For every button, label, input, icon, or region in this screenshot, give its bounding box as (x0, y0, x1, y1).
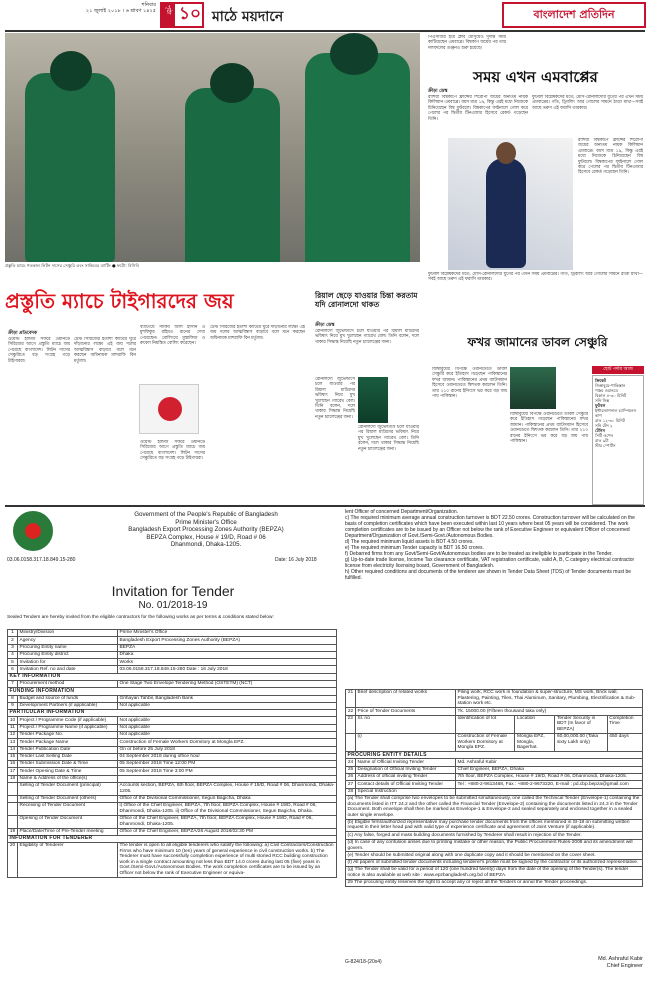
tv-schedule-list (592, 375, 644, 505)
signer-title: Chief Engineer (606, 962, 643, 969)
table-cell (8, 815, 18, 828)
table-cell: Project / Programme Code (if applicable) (18, 717, 118, 724)
table-cell: 6 (8, 666, 18, 673)
table-section-heading: PARTICULAR INFORMATION (8, 710, 337, 717)
issuer-block (71, 511, 341, 549)
table-cell: Tk. 15000.00 (Fifteen thousand taka only) (456, 708, 643, 715)
table-cell: 15 (8, 753, 18, 760)
mbappe-top-text: পিএসজির হয়ে ক্লাব মৌসুমেও দুর্দান্ত সময় কাটিয়েছেন এমবাপ্পে। বিশ্বকাপ জয়ের পর তার দলবদলের গুঞ্জনও শুরু হয়েছে। (428, 35, 506, 51)
table-cell (118, 775, 337, 782)
ad-code: G-824/18-(20x4) (345, 959, 382, 965)
issuer-line: Dhanmondi, Dhaka-1205. (170, 541, 242, 549)
table-section-row (8, 710, 337, 717)
table-cell: Name & Address of the office(s) (18, 775, 118, 782)
table-cell: (d) In case of any confusion arises due to printing mistake or other reason, the Public Procurement Rules-2008 and its amendment will govern. (346, 839, 643, 852)
table-cell: 05 September 2018 Time 3:00 PM (118, 768, 337, 775)
table-cell: 28 (346, 788, 356, 795)
table-cell: Bangladesh Export Processing Zones Authority (BEPZA) (118, 637, 337, 644)
table-row (8, 644, 337, 651)
bcb-logo (139, 384, 199, 434)
table-cell: 450 days (607, 733, 642, 751)
table-cell: 5 (8, 659, 18, 666)
table-cell: Agency (18, 637, 118, 644)
newspaper-logo: বাংলাদেশ প্রতিদিন (502, 2, 646, 28)
main-photo (5, 33, 420, 262)
table-cell: (c) Any false, forged and mass building documents furnished by Tenderer shall result in rejection of the Tender. (346, 832, 643, 839)
issuer-line: Prime Minister's Office (175, 518, 237, 526)
player-figure-left (25, 73, 115, 262)
table-cell: Invitation for (18, 659, 118, 666)
eligibility-line: lent Officer of concerned Department/Organization. (345, 509, 459, 515)
table-cell: i) Office of the Chief Engineer, BEPZA, 7th floor, BEPZA Complex, House # 19/D, Road # 06, Dhanmondi, Dhaka-1205. ii) Office of the Divisional Commissioner, Segun Bagicha, Dhaka. (118, 802, 337, 815)
table-cell: 18 (8, 775, 18, 782)
table-cell: (a) The Tender shall comprise two envelopes to be submitted simultaneously, one called the Technical Tender (Envelope-1) containing the documents listed in ITT 24.2 and the other called the Financial Tender (Envelope-2) containing the documents listed in 24.3 in the Tender Document. Both envelope shall then be marked as Envelope-1 & Envelope-2 and sealed separately and enclosed together in a sealed outer single envelope. (346, 795, 643, 819)
table-cell: 29 The procuring entity reserves the right to accept any or reject all the Tenders or annul the Tender proceedings. (346, 879, 643, 886)
table-cell: One Stage Two Envelope Tendering Method (OSTETM) (NCT) (118, 680, 337, 687)
table-row (8, 815, 337, 828)
table-cell: Eligibility of Tenderer (18, 843, 118, 878)
table-cell: 16 (8, 761, 18, 768)
tigers-body-1: ওয়েস্ট ইন্ডিজ সফরে ওয়ানডে সিরিজের আগে প্রস্তুতি ম্যাচে জয় পেয়েছে বাংলাদেশ। লিটন দাসের সেঞ্চুরিতে বড় সংগ্রহ গড়ে টাইগাররা। (8, 337, 70, 364)
tv-schedule-title: ছোট পর্দায় আজ (592, 366, 644, 374)
quote-body-2: রোনালদো জুভেন্টাসে চলে যাওয়ার পর রিয়াল মাদ্রিদের ভবিষ্যৎ নিয়ে মুখ খুলেছেন গ্যারেথ বেল। তিনি বলেন, দলে থাকার সিদ্ধান্ত নিয়েছি নতুন চ্যালেঞ্জের জন্য। (315, 377, 355, 420)
table-cell: Piling work, RCC work in foundation & super-structure, MS work, Brick wall, Plastering, Painting, Tiles, Thai Aluminum, Sanitary, Plumbing, Electrification & Sub-station work etc. (456, 690, 643, 708)
table-cell: Not applicable (118, 731, 337, 738)
table-cell: Brief description of related works (356, 690, 456, 708)
table-cell: On or before 25 July 2018 (118, 746, 337, 753)
table-cell: 05 September 2018 Time 12:00 PM (118, 761, 337, 768)
section-title: মাঠে ময়দানে (212, 9, 284, 25)
table-cell: Accounts section, BEPZA, 6th floor, BEPZA Complex, House # 19/D, Road # 06, Dhanmondi, Dhaka-1205. (118, 782, 337, 795)
table-cell: Prime Minister's Office (118, 630, 337, 637)
special-instruction-row (346, 839, 643, 852)
player-helmet-center (210, 63, 254, 103)
tv-item: টেনিস (595, 428, 605, 433)
table-cell: 21 (346, 690, 356, 708)
quote-body-3: রোনালদো জুভেন্টাসে চলে যাওয়ার পর রিয়াল মাদ্রিদের ভবিষ্যৎ নিয়ে মুখ খুলেছেন গ্যারেথ বেল। তিনি বলেন, দলে থাকার সিদ্ধান্ত নিয়েছি নতুন চ্যালেঞ্জের জন্য। (358, 425, 419, 452)
table-cell: Tender Last Selling Date (18, 753, 118, 760)
table-cell: Procuring Entity district (18, 651, 118, 658)
table-row (8, 775, 337, 782)
table-section-heading: KEY INFORMATION (8, 673, 337, 680)
tigers-byline: ক্রীড়া প্রতিবেদক (8, 331, 37, 336)
issuer-line: Government of the People's Republic of Bangladesh (134, 511, 278, 518)
tigers-body-3: ব্যাটিংয়ে সাকিব আল হাসান ও মুশফিকুর রহিমও রানের দেখা পেয়েছেন। বোলিংয়ে মুস্তাফিজ ও রুবেল নিয়ন্ত্রিত বোলিং করেছেন। (140, 325, 205, 347)
table-cell: Address of official inviting Tender (356, 773, 456, 780)
table-row (8, 630, 337, 637)
table-cell: Selling of Tender Document (others) (18, 795, 118, 802)
issue-date: ২১ জুলাই ২০১৮ । ৬ শ্রাবণ ১৪২৫ (85, 8, 156, 14)
special-instruction-row (346, 852, 643, 859)
mbappe-headline: সময় এখন এমবাপ্পের (473, 68, 598, 86)
tender-intro: Sealed Tenders are hereby invited from the eligible contractors for the following works as per terms & conditions stated below: (7, 615, 274, 620)
table-row (8, 802, 337, 815)
tender-number: No. 01/2018-19 (138, 600, 208, 611)
photo-caption: প্রস্তুতি ম্যাচে গতকাল লিটন দাসের সেঞ্চুরি এবং সাকিবের ব্যাটিং ● ফটো: বিসিবি (5, 263, 139, 268)
table-cell: Office of the Divisional Commissioner, Segun Bagicha, Dhaka (118, 795, 337, 802)
table-row (8, 717, 337, 724)
table-cell: 04 September 2018 during office hour (118, 753, 337, 760)
table-cell: Tender Package No. (18, 731, 118, 738)
table-cell: 7 (8, 680, 18, 687)
table-cell: Special Instruction (356, 788, 456, 795)
signer-name: Md. Ashraful Kabir (598, 956, 643, 962)
table-row (346, 708, 643, 715)
table-cell: Office of the Chief Engineer, BEPZA, 7th floor, BEPZA Complex, House # 19/D, Road # 06, Dhanmondi, Dhaka-1205. (118, 815, 337, 828)
tigers-body-4: ওয়েস্ট ইন্ডিজ সফরে ওয়ানডে সিরিজের আগে প্রস্তুতি ম্যাচে জয় পেয়েছে বাংলাদেশ। লিটন দাসের সেঞ্চুরিতে বড় সংগ্রহ গড়ে টাইগাররা। (140, 440, 205, 462)
table-cell: 22 (346, 708, 356, 715)
mbappe-figure (486, 158, 526, 268)
page-label: পৃষ্ঠা (162, 4, 175, 26)
special-instruction-row (346, 832, 643, 839)
tv-item: ইন্টারন্যাশনাল চ্যাম্পিয়নস কাপ (595, 408, 637, 418)
table-row (8, 782, 337, 795)
table-cell: 4 (8, 651, 18, 658)
fakhar-photo (510, 367, 556, 409)
special-instruction-row (346, 867, 643, 880)
lot-row (346, 715, 643, 733)
table-cell: Chief Engineer, BEPZA, Dhaka (456, 766, 643, 773)
table-cell: 2 (8, 637, 18, 644)
table-cell: Tender Submission Date & Time (18, 761, 118, 768)
table-row (346, 773, 643, 780)
table-row (346, 781, 643, 788)
table-row (346, 759, 643, 766)
special-instruction-row (346, 879, 643, 886)
table-cell: Contact details of Official Inviting Tender (356, 781, 456, 788)
table-cell: 14 (8, 746, 18, 753)
player-helmet-left (50, 51, 92, 91)
table-cell: The tender is open to all eligible tenderers who satisfy the following: a) Civil Contractors/Construction Firms who have minimum 10 (ten) years of general experience in civil construction works. b) The Tenderer must have successfully completion experience of multi storied RCC building construction work in a single contract amounting not less than BDT 14.0 crores during last 05 (five) years in Govt./Semi-Govt./Autonomous Bodies. The work completion certificates are to be issued by an Officer not below the rank of Executive Engineer or equiva- (118, 843, 337, 878)
table-row (8, 768, 337, 775)
issuer-line: BEPZA Complex, House # 19/D, Road # 06 (146, 533, 266, 541)
mbappe-body-2: ফুটবল বিশ্লেষকদের মতে, মেসি-রোনালদোর যুগের পর এখন সময় এমবাপ্পের। গতি, ড্রিবলিং আর গোলের সামনে ঠাণ্ডা মাথা—সবই আছে তরুণ এই ফরাসি তারকার। (532, 95, 643, 111)
table-cell: 60,00,000.00 (Taka sixty Lakh only) (555, 733, 607, 751)
table-cell: Tender Security in BDT (In favor of BEPZA) (555, 715, 607, 733)
tv-item: সনি টেন ২ (595, 423, 613, 428)
lot-row (346, 733, 643, 751)
table-cell: Not applicable (118, 717, 337, 724)
table-row (8, 843, 337, 878)
memo-number: 03.06.0158.317.18.849.15-280 (7, 557, 76, 563)
table-cell: 23 (346, 715, 356, 733)
tv-item: সনি সিক্স (595, 398, 610, 403)
tigers-body-2: টেস্ট সিরিজের হতাশা কাটিয়ে ঘুরে দাঁড়ানোর লক্ষ্যে এই জয় দলের আত্মবিশ্বাস বাড়াবে বলে মনে করছেন অধিনায়ক মাশরাফি বিন মর্তুজা। (74, 337, 136, 364)
table-cell: 13 (8, 739, 18, 746)
tv-item: সিটি ওপেন (595, 433, 614, 438)
table-row (8, 637, 337, 644)
mbappe-body-1: রাশিয়া বিশ্বকাপে ফ্রান্সের শিরোপা জয়ের অন্যতম নায়ক কিলিয়ান এমবাপ্পে। বয়স মাত্র ১৯, কিন্তু এরই মধ্যে নিজেকে চিনিয়েছেন বিশ্ব ফুটবলে। বিশ্বকাপের ফাইনালে গোল করে পেলের পর দ্বিতীয় টিনএজার হিসেবে রেকর্ড গড়েছেন তিনি। (428, 95, 528, 122)
table-cell: Grihayan Tahbil, Bangladesh Bank (118, 695, 337, 702)
header-rule (5, 30, 645, 32)
table-section-heading: INFORMATION FOR TENDERER (8, 835, 337, 842)
table-row (8, 739, 337, 746)
eligibility-line: d) The required minimum liquid assets is BDT 4.50 crores. (345, 539, 474, 545)
issue-day: শনিবার (141, 2, 156, 8)
quote-headline: রিয়াল ছেড়ে যাওয়ার চিন্তা করতাম যদি রোনালদো থাকত (315, 291, 418, 309)
table-cell: 8 (8, 695, 18, 702)
table-cell: Identification of lot (456, 715, 515, 733)
table-cell: Location (515, 715, 555, 733)
table-cell: Price of Tender Documents (356, 708, 456, 715)
quote-byline: ক্রীড়া ডেস্ক (315, 323, 335, 328)
table-cell: Invitation Ref. no and date (18, 666, 118, 673)
table-cell: Tender Opening Date & Time (18, 768, 118, 775)
table-row (346, 788, 643, 795)
table-cell: 7th floor, BEPZA Complex, House # 19/D, Road # 06, Dhanmondi, Dhaka-1205. (456, 773, 643, 780)
tv-item: ক্রিকেট (595, 378, 607, 383)
eligibility-line: e) The required minimum Tender capacity is BDT 16.50 crores. (345, 545, 484, 551)
table-cell: Procurement method (18, 680, 118, 687)
table-cell: 3 (8, 644, 18, 651)
tv-item: পঞ্চম ওয়ানডে (595, 388, 619, 393)
table-cell: 9 (8, 702, 18, 709)
tender-notice (5, 509, 645, 979)
table-cell: Place/Date/Time of Pre-Tender meeting (18, 828, 118, 835)
table-row (8, 724, 337, 731)
table-cell: 24 (346, 759, 356, 766)
tender-table-right (345, 689, 643, 887)
player-figure-center (185, 88, 280, 262)
table-cell: Tender Publication Date (18, 746, 118, 753)
table-section-row (346, 752, 643, 759)
table-row (8, 795, 337, 802)
section-rule (5, 505, 645, 507)
tv-item: জিম্বাবুয়ে-পাকিস্তান (595, 383, 626, 388)
table-cell: 19 (8, 828, 18, 835)
mbappe-head-shape (496, 142, 516, 164)
table-cell (346, 733, 356, 751)
table-cell: (f) All papers of submitted tender documents including tenderer's profile must be signed by the contractor or its authorized representative. (346, 859, 643, 866)
table-cell: Completion Time (607, 715, 642, 733)
table-section-heading: FUNDING INFORMATION (8, 688, 337, 695)
mbappe-body-3: রাশিয়া বিশ্বকাপে ফ্রান্সের শিরোপা জয়ের অন্যতম নায়ক কিলিয়ান এমবাপ্পে। বয়স মাত্র ১৯, কিন্তু এরই মধ্যে নিজেকে চিনিয়েছেন বিশ্ব ফুটবলে। বিশ্বকাপের ফাইনালে গোল করে পেলের পর দ্বিতীয় টিনএজার হিসেবে রেকর্ড গড়েছেন তিনি। (578, 138, 643, 176)
eligibility-line: h) Other required conditions and documents of the tenderer are shown in Tender Data Sheet (TDS) of Tender documents must be fulfilled. (345, 569, 632, 581)
table-cell: Name of Official Inviting Tender (356, 759, 456, 766)
table-cell: Works (118, 659, 337, 666)
issue-date-block (6, 2, 156, 28)
eligibility-line: f) Debarred firms from any Govt/Semi-Govt/Autonomous bodies are to be treated as ineligible to participate in the Tender. (345, 551, 613, 557)
table-cell: (i) (356, 733, 456, 751)
mbappe-body-4: ফুটবল বিশ্লেষকদের মতে, মেসি-রোনালদোর যুগের পর এখন সময় এমবাপ্পের। গতি, ড্রিবলিং আর গোলের সামনে ঠাণ্ডা মাথা—সবই আছে তরুণ এই ফরাসি তারকার। (428, 272, 643, 283)
memo-date: Date: 16 July 2018 (275, 557, 317, 563)
fakhar-body-2: জিম্বাবুয়ের বিপক্ষে ওয়ানডেতে ডাবল সেঞ্চুরি করে ইতিহাস গড়েছেন পাকিস্তানের ফখর জামান। পাকিস্তানের প্রথম ব্যাটসম্যান হিসেবে ওয়ানডেতে দ্বিশতক করলেন তিনি। তার ২১০ রানের ইনিংসে ভর করে বড় জয় পায় পাকিস্তান। (510, 412, 588, 445)
fakhar-body-1: জিম্বাবুয়ের বিপক্ষে ওয়ানডেতে ডাবল সেঞ্চুরি করে ইতিহাস গড়েছেন পাকিস্তানের ফখর জামান। পাকিস্তানের প্রথম ব্যাটসম্যান হিসেবে ওয়ানডেতে দ্বিশতক করলেন তিনি। তার ২১০ রানের ইনিংসে ভর করে বড় জয় পায় পাকিস্তান। (432, 367, 507, 400)
tv-item: স্টার স্পোর্টস (595, 443, 616, 448)
special-instruction-row (346, 819, 643, 832)
tender-title: Invitation for Tender (111, 583, 235, 599)
table-row (8, 680, 337, 687)
table-row (8, 753, 337, 760)
table-row (346, 766, 643, 773)
page-number: ১০ (179, 4, 202, 24)
tigers-body-5: টেস্ট সিরিজের হতাশা কাটিয়ে ঘুরে দাঁড়ানোর লক্ষ্যে এই জয় দলের আত্মবিশ্বাস বাড়াবে বলে মনে করছেন অধিনায়ক মাশরাফি বিন মর্তুজা। (210, 325, 305, 341)
table-cell: Budget and source of funds (18, 695, 118, 702)
table-cell: 27 (346, 781, 356, 788)
tv-item: রাত ১২-৩০ মিনিট (595, 418, 625, 423)
table-cell: Receiving of Tender Document (18, 802, 118, 815)
table-cell: Designation of Official Inviting Tender (356, 766, 456, 773)
table-cell: Sl. no (356, 715, 456, 733)
tv-item: বিকাল ৪-৩০ মিনিট (595, 393, 627, 398)
table-section-row (8, 688, 337, 695)
government-emblem (13, 511, 53, 551)
tigers-headline: প্রস্তুতি ম্যাচে টাইগারদের জয় (5, 289, 234, 313)
table-cell: Tender Package Name (18, 739, 118, 746)
table-section-row (8, 835, 337, 842)
player-figure-right (305, 53, 410, 262)
table-row (346, 690, 643, 708)
table-cell: 25 (346, 766, 356, 773)
table-cell: Office of the Chief Engineer, BEPZA/26 August 2018/02:30 PM (118, 828, 337, 835)
table-cell: Mongla EPZ, Mongla, Bagerhat. (515, 733, 555, 751)
issuer-line: Bangladesh Export Processing Zones Authority (BEPZA) (128, 526, 284, 534)
table-cell: (b) Eligible firms/authorized representative may purchase tender documents from the offices mentioned in SI-18 on submitting written request in their letter head pad with valid type of experience certificate and agreement of Joint Venture (if applicable). (346, 819, 643, 832)
table-cell: 17 (8, 768, 18, 775)
table-row (8, 695, 337, 702)
eligibility-line: c) The required minimum average annual construction turnover is BDT 22.50 crores. Construction turnover will be calculated on the basis of completion certificates which have been executed within last 10 years where best 05 years will be considered. The work completion certificates are to be issued by an Officer not below the rank of Executive Engineer or equivalent Officer of concerned Department/Organization of Govt./Semi-Govt./Autonomous Bodies. (345, 515, 635, 539)
table-section-heading: PROCURING ENTITY DETAILS (346, 752, 643, 759)
table-cell: Ministry/Division (18, 630, 118, 637)
table-cell: Opening of Tender Document (18, 815, 118, 828)
tv-item: রাত ৯টা (595, 438, 609, 443)
player-helmet-right (330, 33, 378, 75)
table-cell: 20 (8, 843, 18, 878)
quote-player-photo (358, 377, 388, 423)
table-cell: 03.06.0158.317.18.849.15-280 Date : 16 July 2018 (118, 666, 337, 673)
table-cell (8, 795, 18, 802)
table-cell: (g) The Tender shall be valid for a period of 120 (one hundred twenty) days from the date of the opening of the Tender(s). The tender notice is also available at web site : www.epzbangladesh.org.bd of BEPZA. (346, 867, 643, 880)
table-row (8, 651, 337, 658)
mbappe-byline: ক্রীড়া ডেস্ক (428, 89, 448, 94)
table-cell: Dhaka (118, 651, 337, 658)
table-cell: Development Partners (if applicable) (18, 702, 118, 709)
table-cell (8, 782, 18, 795)
table-cell: Not applicable (118, 702, 337, 709)
table-row (8, 731, 337, 738)
table-row (8, 761, 337, 768)
tender-table-left (7, 629, 337, 878)
signature-block (505, 956, 643, 969)
quote-body-1: রোনালদো জুভেন্টাসে চলে যাওয়ার পর রিয়াল মাদ্রিদের ভবিষ্যৎ নিয়ে মুখ খুলেছেন গ্যারেথ বেল। তিনি বলেন, দলে থাকার সিদ্ধান্ত নিয়েছি নতুন চ্যালেঞ্জের জন্য। (315, 329, 419, 345)
table-cell: 11 (8, 724, 18, 731)
table-cell: 1 (8, 630, 18, 637)
table-cell (8, 802, 18, 815)
table-cell: 10 (8, 717, 18, 724)
table-cell: 12 (8, 731, 18, 738)
table-cell (456, 788, 643, 795)
special-instruction-row (346, 859, 643, 866)
table-cell: Md. Ashraful Kabir (456, 759, 643, 766)
special-instruction-row (346, 795, 643, 819)
table-cell: BEPZA (118, 644, 337, 651)
page-number-box (160, 2, 204, 28)
table-row (8, 746, 337, 753)
table-row (8, 659, 337, 666)
table-cell: Selling of Tender Document (principal) (18, 782, 118, 795)
table-cell: 26 (346, 773, 356, 780)
table-cell: Construction of Female Workers Dormitory at Mongla EPZ. (456, 733, 515, 751)
table-cell: Construction of Female Workers Dormitory at Mongla EPZ. (118, 739, 337, 746)
eligibility-continued (345, 509, 643, 581)
table-section-row (8, 673, 337, 680)
mbappe-photo (448, 138, 573, 270)
fakhar-headline: ফখর জামানের ডাবল সেঞ্চুরি (467, 335, 608, 349)
eligibility-line: g) Up-to-date trade license, Income Tax clearance certificate, VAT registration certificate, valid A, B, C category electrical contractor license from electricity licensing board, Government of Bangladesh. (345, 557, 635, 569)
table-cell: (e) Tender should be submitted original along with one duplicate copy and it should be mentioned on the cover sheet. (346, 852, 643, 859)
table-cell: Procuring Entity name (18, 644, 118, 651)
table-cell: Not applicable (118, 724, 337, 731)
table-cell: Tel : +880-2-9613468, Fax : +880-2-9673220, E-mail : pd.cbp.bepza@gmail.com (456, 781, 643, 788)
table-cell: Project / Programme Name (if applicable) (18, 724, 118, 731)
tv-item: ফুটবল (595, 403, 606, 408)
